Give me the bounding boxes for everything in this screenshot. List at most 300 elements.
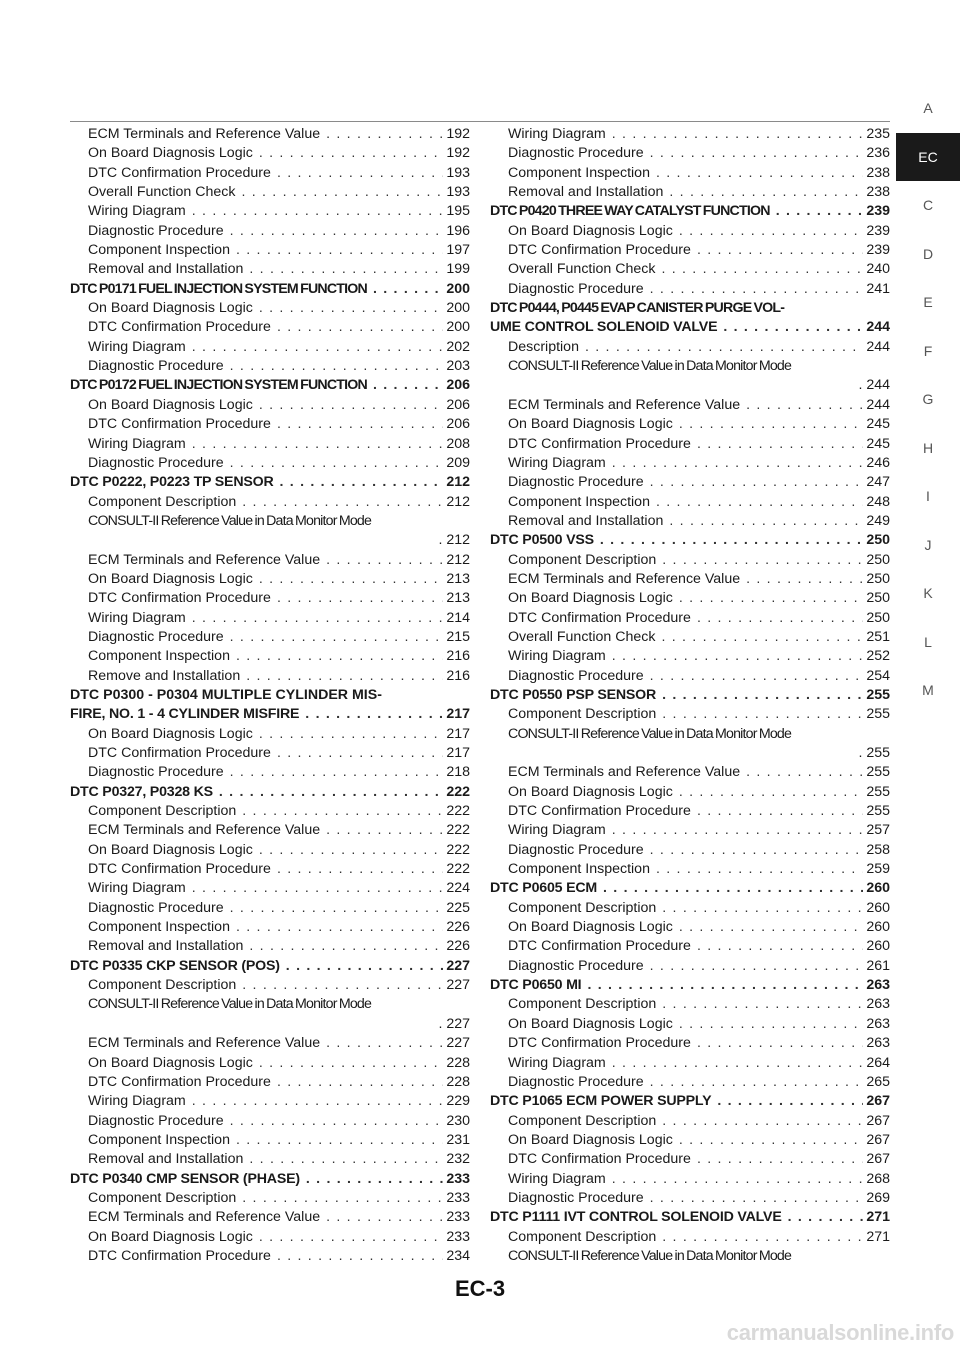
dot-leader [230, 357, 444, 376]
toc-entry[interactable] [490, 860, 890, 879]
dot-leader [219, 783, 443, 802]
dot-leader [326, 551, 443, 570]
toc-entry[interactable] [490, 1131, 890, 1150]
toc-section-entry[interactable] [70, 473, 470, 492]
toc-entry-page: 193 [446, 164, 470, 181]
toc-entry[interactable] [490, 589, 890, 608]
toc-entry-title: UME CONTROL SOLENOID VALVE [490, 319, 718, 336]
toc-entry-page: 248 [866, 493, 890, 510]
top-rule [70, 121, 890, 122]
toc-entry[interactable] [490, 667, 890, 686]
dot-leader [259, 396, 444, 415]
toc-entry[interactable] [490, 957, 890, 976]
toc-entry-page: . 227 [438, 1016, 470, 1032]
dot-leader [697, 1150, 863, 1169]
toc-entry-page: 244 [866, 319, 890, 336]
toc-entry-title: Removal and Installation [88, 261, 244, 278]
toc-entry-title: DTC P0550 PSP SENSOR [490, 686, 657, 703]
section-tab-k[interactable]: K [923, 585, 933, 601]
dot-leader [650, 1073, 864, 1092]
dot-leader [326, 821, 443, 840]
dot-leader [236, 1131, 443, 1150]
toc-entry-page: 263 [866, 1015, 890, 1032]
toc-entry[interactable] [70, 551, 470, 570]
toc-entry-page: 250 [866, 532, 890, 549]
toc-entry-page: 222 [446, 841, 470, 858]
toc-entry[interactable] [70, 260, 470, 279]
toc-entry[interactable] [70, 1208, 470, 1227]
toc-entry[interactable] [490, 260, 890, 279]
toc-entry-page: 212 [446, 493, 470, 510]
toc-entry[interactable] [70, 725, 470, 744]
toc-entry-page: . 244 [858, 377, 890, 393]
section-tab-c[interactable]: C [922, 197, 934, 213]
toc-entry-title: On Board Diagnosis Logic [508, 783, 673, 800]
toc-entry-title: DTC P0340 CMP SENSOR (PHASE) [70, 1170, 300, 1187]
toc-entry[interactable] [70, 1073, 470, 1092]
dot-leader [600, 531, 863, 550]
toc-entry[interactable] [70, 241, 470, 260]
toc-entry-page: . 255 [858, 745, 890, 761]
toc-entry-title: Component Inspection [508, 164, 650, 181]
toc-entry-page: 267 [866, 1151, 890, 1168]
toc-entry[interactable] [490, 1170, 890, 1189]
dot-leader [249, 260, 443, 279]
toc-entry-page: 236 [866, 145, 890, 162]
toc-entry-line[interactable]: CONSULT-II Reference Value in Data Monitor Mode [508, 358, 792, 375]
toc-entry-title: DTC P0335 CKP SENSOR (POS) [70, 957, 280, 974]
section-tab-m[interactable]: M [922, 682, 934, 698]
toc-entry-page: 233 [446, 1189, 470, 1206]
dot-leader [669, 512, 863, 531]
toc-section-entry[interactable] [70, 705, 470, 724]
toc-entry-page: 233 [446, 1170, 470, 1187]
toc-entry-page: 222 [446, 861, 470, 878]
toc-entry[interactable] [70, 821, 470, 840]
dot-leader [697, 241, 863, 260]
toc-entry-title: DTC P0172 FUEL INJECTION SYSTEM FUNCTION [70, 377, 367, 394]
toc-entry-title: DTC P1111 IVT CONTROL SOLENOID VALVE [490, 1209, 782, 1226]
toc-entry-page: 267 [866, 1112, 890, 1129]
toc-entry[interactable] [70, 802, 470, 821]
toc-entry-title: On Board Diagnosis Logic [88, 145, 253, 162]
section-tab-ec[interactable]: EC [896, 133, 960, 182]
dot-leader [650, 841, 864, 860]
toc-entry-page: 255 [866, 686, 890, 703]
toc-entry-title: Remove and Installation [88, 667, 241, 684]
toc-entry-title: Component Description [88, 1189, 237, 1206]
toc-entry-line[interactable]: CONSULT-II Reference Value in Data Monitor Mode [88, 512, 372, 529]
toc-entry[interactable] [490, 1034, 890, 1053]
toc-entry[interactable] [490, 338, 890, 357]
toc-entry[interactable] [70, 125, 470, 144]
toc-entry[interactable] [490, 551, 890, 570]
toc-entry[interactable] [490, 454, 890, 473]
toc-entry[interactable] [70, 918, 470, 937]
toc-entry[interactable] [70, 860, 470, 879]
dot-leader [650, 280, 864, 299]
section-tab-l[interactable]: L [924, 633, 932, 650]
dot-leader [679, 1015, 864, 1034]
toc-entry-title: Overall Function Check [508, 628, 656, 645]
toc-entry-title: Removal and Installation [88, 938, 244, 955]
dot-leader [697, 609, 863, 628]
toc-entry-title: ECM Terminals and Reference Value [88, 1035, 321, 1052]
toc-entry-page: 255 [866, 764, 890, 781]
toc-entry-page: 244 [866, 338, 890, 355]
toc-entry[interactable] [490, 918, 890, 937]
toc-entry-title: Component Description [88, 977, 237, 994]
toc-entry-title: DTC P0605 ECM [490, 880, 597, 897]
section-tab-h[interactable]: H [922, 439, 934, 456]
toc-section-entry[interactable] [490, 202, 890, 221]
toc-entry[interactable] [490, 435, 890, 454]
toc-entry[interactable] [70, 841, 470, 860]
dot-leader [679, 918, 864, 937]
toc-entry-page: 222 [446, 783, 470, 800]
toc-entry-title: DTC Confirmation Procedure [88, 1247, 271, 1264]
section-tab-g[interactable]: G [922, 391, 934, 407]
toc-entry-title: DTC P0500 VSS [490, 532, 594, 549]
toc-entry-page: 250 [866, 609, 890, 626]
toc-entry-title: On Board Diagnosis Logic [508, 590, 673, 607]
dot-leader [662, 1228, 863, 1247]
toc-entry-page: 260 [866, 899, 890, 916]
dot-leader [192, 202, 444, 221]
toc-entry-title: Removal and Installation [88, 1151, 244, 1168]
toc-entry[interactable] [70, 1034, 470, 1053]
toc-entry-page: 193 [446, 184, 470, 201]
toc-entry-title: Diagnostic Procedure [88, 454, 224, 471]
toc-entry[interactable] [490, 164, 890, 183]
toc-entry[interactable] [490, 493, 890, 512]
toc-entry-page: 225 [446, 899, 470, 916]
toc-entry[interactable] [70, 357, 470, 376]
dot-leader [373, 376, 443, 395]
dot-leader [662, 686, 863, 705]
toc-entry[interactable] [490, 1054, 890, 1073]
toc-entry-title: Component Inspection [508, 493, 650, 510]
toc-section-entry[interactable] [70, 783, 470, 802]
toc-entry[interactable] [70, 879, 470, 898]
dot-leader [249, 1150, 443, 1169]
toc-entry-title: DTC Confirmation Procedure [88, 590, 271, 607]
toc-section-entry[interactable] [70, 1170, 470, 1189]
toc-entry-title: On Board Diagnosis Logic [88, 1228, 253, 1245]
dot-leader [230, 454, 444, 473]
toc-entry[interactable] [70, 763, 470, 782]
toc-entry[interactable] [70, 144, 470, 163]
toc-entry[interactable] [490, 841, 890, 860]
toc-entry[interactable] [490, 570, 890, 589]
toc-entry-page: 238 [866, 184, 890, 201]
toc-entry[interactable] [490, 125, 890, 144]
toc-entry-page-row [490, 376, 890, 395]
toc-entry[interactable] [70, 1054, 470, 1073]
toc-entry-title: Diagnostic Procedure [88, 764, 224, 781]
toc-entry[interactable] [70, 396, 470, 415]
dot-leader [603, 879, 863, 898]
toc-entry[interactable] [490, 222, 890, 241]
toc-entry[interactable] [70, 667, 470, 686]
toc-entry-title: On Board Diagnosis Logic [88, 300, 253, 317]
section-tab-i[interactable]: I [926, 488, 930, 504]
toc-entry[interactable] [70, 183, 470, 202]
toc-entry-page: 255 [866, 803, 890, 820]
toc-entry-page: 226 [446, 938, 470, 955]
toc-entry[interactable] [70, 899, 470, 918]
toc-entry-page: 246 [866, 454, 890, 471]
toc-entry[interactable] [490, 899, 890, 918]
toc-entry[interactable] [70, 1228, 470, 1247]
toc-entry[interactable] [490, 415, 890, 434]
dot-leader [242, 976, 443, 995]
toc-entry[interactable] [490, 512, 890, 531]
toc-entry[interactable] [70, 1189, 470, 1208]
toc-entry[interactable] [490, 647, 890, 666]
toc-entry[interactable] [70, 202, 470, 221]
dot-leader [650, 473, 864, 492]
toc-entry-page: 267 [866, 1093, 890, 1110]
dot-leader [746, 763, 863, 782]
toc-entry[interactable] [70, 318, 470, 337]
toc-entry-page: 263 [866, 1035, 890, 1052]
toc-entry[interactable] [490, 144, 890, 163]
toc-section-entry[interactable] [70, 280, 470, 299]
dot-leader [277, 164, 443, 183]
dot-leader [697, 1034, 863, 1053]
dot-leader [746, 396, 863, 415]
toc-entry[interactable] [490, 1228, 890, 1247]
toc-entry-page: 217 [446, 725, 470, 742]
toc-entry-page: 264 [866, 1054, 890, 1071]
toc-entry[interactable] [70, 1112, 470, 1131]
toc-entry-title: DTC P1065 ECM POWER SUPPLY [490, 1093, 712, 1110]
section-tab-a[interactable]: A [923, 100, 933, 116]
toc-entry[interactable] [70, 589, 470, 608]
toc-entry-title: Removal and Installation [508, 512, 664, 529]
dot-leader [192, 1092, 444, 1111]
toc-section-entry[interactable] [490, 1092, 890, 1111]
toc-entry[interactable] [70, 628, 470, 647]
toc-entry-title: Wiring Diagram [88, 203, 186, 220]
toc-entry[interactable] [70, 647, 470, 666]
toc-entry-title: DTC Confirmation Procedure [508, 609, 691, 626]
toc-entry-title: Diagnostic Procedure [508, 841, 644, 858]
toc-entry-title: DTC Confirmation Procedure [508, 1035, 691, 1052]
dot-leader [242, 802, 443, 821]
toc-entry-page: 227 [446, 977, 470, 994]
dot-leader [259, 841, 444, 860]
toc-entry-page: 252 [866, 648, 890, 665]
toc-section-entry[interactable] [490, 976, 890, 995]
dot-leader [277, 744, 443, 763]
toc-entry-title: Removal and Installation [508, 184, 664, 201]
toc-entry-title: Component Description [88, 493, 237, 510]
toc-entry[interactable] [70, 1131, 470, 1150]
toc-entry[interactable] [70, 415, 470, 434]
toc-entry-title: Component Description [508, 899, 657, 916]
toc-entry-page: 245 [866, 435, 890, 452]
toc-section-entry[interactable] [490, 318, 890, 337]
toc-entry-page: 239 [866, 203, 890, 220]
dot-leader [656, 860, 863, 879]
dot-leader [587, 976, 863, 995]
toc-section-entry-line[interactable]: DTC P0444, P0445 EVAP CANISTER PURGE VOL- [490, 300, 785, 317]
toc-entry[interactable] [490, 705, 890, 724]
toc-entry-title: DTC Confirmation Procedure [508, 242, 691, 259]
dot-leader [650, 957, 864, 976]
dot-leader [662, 899, 863, 918]
toc-entry-page: 234 [446, 1247, 470, 1264]
toc-entry[interactable] [490, 473, 890, 492]
toc-entry-title: Overall Function Check [88, 184, 236, 201]
toc-entry-page: 227 [446, 1035, 470, 1052]
toc-entry[interactable] [70, 937, 470, 956]
toc-entry-title: Wiring Diagram [508, 126, 606, 142]
toc-entry-page: 229 [446, 1093, 470, 1110]
dot-leader [306, 1170, 443, 1189]
dot-leader [277, 415, 443, 434]
dot-leader [242, 493, 443, 512]
toc-left-column [70, 125, 470, 1266]
toc-entry-title: DTC Confirmation Procedure [508, 803, 691, 820]
dot-leader [662, 1112, 863, 1131]
toc-entry[interactable] [490, 995, 890, 1014]
toc-entry-page: 212 [446, 474, 470, 491]
toc-entry-page: 195 [446, 203, 470, 220]
toc-entry-title: DTC Confirmation Procedure [88, 861, 271, 878]
toc-entry[interactable] [70, 164, 470, 183]
section-tab-d[interactable]: D [922, 245, 934, 262]
toc-entry[interactable] [70, 493, 470, 512]
toc-entry-page: 228 [446, 1073, 470, 1090]
toc-entry-title: On Board Diagnosis Logic [508, 222, 673, 239]
dot-leader [746, 570, 863, 589]
toc-entry-title: Component Description [508, 996, 657, 1013]
page-number: EC-3 [454, 1276, 506, 1301]
toc-entry[interactable] [70, 222, 470, 241]
section-tab-e[interactable]: E [923, 294, 933, 310]
toc-section-entry[interactable] [490, 531, 890, 550]
toc-section-entry[interactable] [490, 1208, 890, 1227]
toc-entry[interactable] [490, 763, 890, 782]
toc-entry[interactable] [70, 609, 470, 628]
toc-entry-title: Component Inspection [508, 861, 650, 878]
dot-leader [679, 1131, 864, 1150]
dot-leader [650, 667, 864, 686]
toc-entry-title: Description [508, 338, 579, 355]
toc-entry-title: Wiring Diagram [508, 648, 606, 665]
dot-leader [192, 879, 444, 898]
toc-entry[interactable] [70, 1150, 470, 1169]
toc-section-entry[interactable] [70, 376, 470, 395]
toc-entry-title: ECM Terminals and Reference Value [88, 126, 321, 142]
toc-entry[interactable] [70, 299, 470, 318]
dot-leader [679, 783, 864, 802]
section-tab-f[interactable]: F [923, 342, 933, 359]
dot-leader [192, 435, 444, 454]
toc-section-entry[interactable] [70, 957, 470, 976]
toc-entry[interactable] [490, 280, 890, 299]
toc-entry-title: On Board Diagnosis Logic [88, 725, 253, 742]
toc-entry[interactable] [490, 1150, 890, 1169]
dot-leader [326, 125, 443, 144]
toc-entry-title: DTC Confirmation Procedure [88, 745, 271, 761]
toc-entry[interactable] [70, 435, 470, 454]
toc-entry-title: Component Description [88, 803, 237, 820]
toc-entry-page: 247 [866, 474, 890, 491]
toc-entry-page: 216 [446, 648, 470, 665]
toc-entry[interactable] [490, 628, 890, 647]
toc-entry-title: Diagnostic Procedure [508, 1189, 644, 1206]
toc-entry[interactable] [490, 1073, 890, 1092]
toc-entry-page: 268 [866, 1170, 890, 1187]
toc-entry[interactable] [70, 1092, 470, 1111]
dot-leader [612, 821, 864, 840]
toc-entry[interactable] [70, 1247, 470, 1266]
toc-entry[interactable] [490, 1189, 890, 1208]
toc-entry[interactable] [70, 570, 470, 589]
toc-entry[interactable] [490, 396, 890, 415]
toc-entry-title: ECM Terminals and Reference Value [508, 396, 741, 413]
toc-entry[interactable] [490, 1112, 890, 1131]
dot-leader [277, 589, 443, 608]
dot-leader [277, 318, 443, 337]
toc-entry[interactable] [70, 744, 470, 763]
toc-entry-page: 255 [866, 783, 890, 800]
dot-leader [259, 299, 444, 318]
toc-entry[interactable] [490, 1015, 890, 1034]
toc-entry-title: Wiring Diagram [508, 1170, 606, 1187]
toc-entry-title: Diagnostic Procedure [88, 1112, 224, 1129]
toc-entry[interactable] [490, 802, 890, 821]
toc-entry[interactable] [490, 937, 890, 956]
toc-entry[interactable] [490, 821, 890, 840]
toc-entry-line[interactable]: CONSULT-II Reference Value in Data Monitor Mode [508, 1247, 792, 1264]
toc-entry-title: Wiring Diagram [88, 609, 186, 626]
dot-leader [230, 899, 444, 918]
dot-leader [788, 1208, 864, 1227]
dot-leader [585, 338, 863, 357]
toc-entry[interactable] [490, 609, 890, 628]
dot-leader [230, 1112, 444, 1131]
toc-entry[interactable] [70, 338, 470, 357]
toc-entry[interactable] [490, 241, 890, 260]
toc-entry-page: 261 [866, 957, 890, 974]
toc-entry[interactable] [490, 783, 890, 802]
toc-entry[interactable] [70, 454, 470, 473]
toc-entry-page: 249 [866, 512, 890, 529]
dot-leader [697, 937, 863, 956]
toc-section-entry-line[interactable]: DTC P0300 - P0304 MULTIPLE CYLINDER MIS- [70, 686, 382, 703]
toc-entry[interactable] [70, 976, 470, 995]
toc-entry-line[interactable]: CONSULT-II Reference Value in Data Monitor Mode [88, 996, 372, 1013]
toc-entry-page: 260 [866, 880, 890, 897]
toc-entry[interactable] [490, 183, 890, 202]
toc-entry-title: Diagnostic Procedure [88, 899, 224, 916]
dot-leader [612, 1054, 864, 1073]
section-tab-j[interactable]: J [924, 536, 932, 553]
toc-section-entry[interactable] [490, 879, 890, 898]
toc-entry-page: 231 [446, 1131, 470, 1148]
toc-entry-title: DTC Confirmation Procedure [508, 1151, 691, 1168]
toc-entry-page: 216 [446, 667, 470, 684]
toc-section-entry[interactable] [490, 686, 890, 705]
toc-entry-line[interactable]: CONSULT-II Reference Value in Data Monitor Mode [508, 725, 792, 742]
toc-entry-title: Diagnostic Procedure [88, 358, 224, 375]
toc-entry-title: On Board Diagnosis Logic [88, 570, 253, 587]
